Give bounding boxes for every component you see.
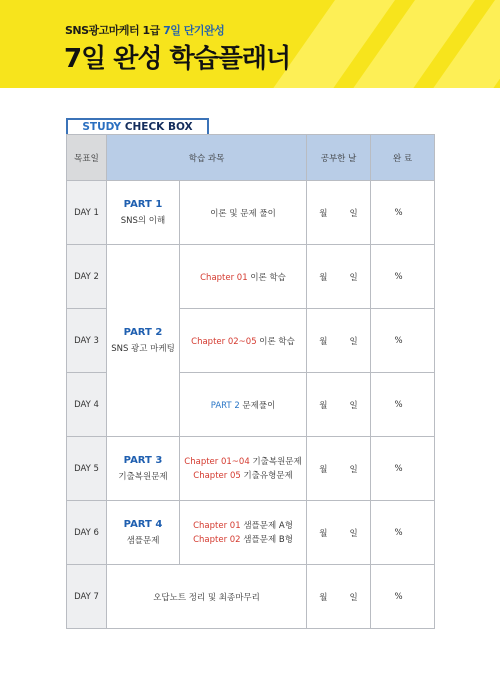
header-complete: 완 료: [371, 135, 435, 181]
book-subtitle: SNS광고마케터 1급 7일 단기완성: [65, 24, 225, 37]
topic-cell: Chapter 01 샘플문제 A형 Chapter 02 샘플문제 B형: [180, 501, 307, 565]
completion-field[interactable]: %: [371, 373, 435, 437]
study-date-field[interactable]: 월 일: [307, 501, 371, 565]
part-desc: SNS 광고 마케팅: [111, 344, 175, 354]
part-cell: [107, 181, 180, 245]
day-label: DAY 2: [67, 245, 107, 309]
part-title: PART 4: [123, 519, 163, 530]
topic-cell: 오답노트 정리 및 최종마무리: [107, 565, 307, 629]
completion-field[interactable]: %: [371, 309, 435, 373]
completion-field[interactable]: %: [371, 565, 435, 629]
day-label: DAY 5: [67, 437, 107, 501]
completion-field[interactable]: %: [371, 501, 435, 565]
day-label: DAY 1: [67, 181, 107, 245]
study-date-field[interactable]: 월 일: [307, 565, 371, 629]
header-banner: [0, 0, 500, 88]
page-title: 7일 완성 학습플래너: [64, 44, 291, 74]
part-desc: SNS의 이해: [120, 216, 166, 226]
header-date: 공부한 날: [307, 135, 371, 181]
part-cell: [107, 437, 180, 501]
table-row: [67, 245, 435, 309]
study-date-field[interactable]: 월 일: [307, 437, 371, 501]
part-title: PART 2: [123, 327, 163, 338]
study-planner-table: [66, 134, 435, 629]
header-subject: 학습 과목: [107, 135, 307, 181]
table-row: [67, 437, 435, 501]
day-label: DAY 7: [67, 565, 107, 629]
part-title: PART 1: [123, 199, 163, 210]
topic-cell: 이론 및 문제 풀이: [180, 181, 307, 245]
table-header-row: [67, 135, 435, 181]
topic-cell: Chapter 01~04 기출복원문제 Chapter 05 기출유형문제: [180, 437, 307, 501]
study-date-field[interactable]: 월 일: [307, 373, 371, 437]
part-cell: [107, 245, 180, 437]
completion-field[interactable]: %: [371, 245, 435, 309]
part-desc: 기출복원문제: [118, 472, 168, 482]
topic-cell: Chapter 02~05 이론 학습: [180, 309, 307, 373]
study-check-box-label: STUDY CHECK BOX: [66, 118, 209, 135]
topic-cell: Chapter 01 이론 학습: [180, 245, 307, 309]
part-title: PART 3: [123, 455, 163, 466]
completion-field[interactable]: %: [371, 181, 435, 245]
study-date-field[interactable]: 월 일: [307, 309, 371, 373]
table-row: [67, 181, 435, 245]
part-cell: [107, 501, 180, 565]
topic-cell: PART 2 문제풀이: [180, 373, 307, 437]
completion-field[interactable]: %: [371, 437, 435, 501]
table-row: [67, 565, 435, 629]
study-date-field[interactable]: 월 일: [307, 181, 371, 245]
part-desc: 샘플문제: [126, 536, 160, 546]
day-label: DAY 3: [67, 309, 107, 373]
table-row: [67, 501, 435, 565]
day-label: DAY 6: [67, 501, 107, 565]
day-label: DAY 4: [67, 373, 107, 437]
study-date-field[interactable]: 월 일: [307, 245, 371, 309]
header-day: 목표일: [67, 135, 107, 181]
